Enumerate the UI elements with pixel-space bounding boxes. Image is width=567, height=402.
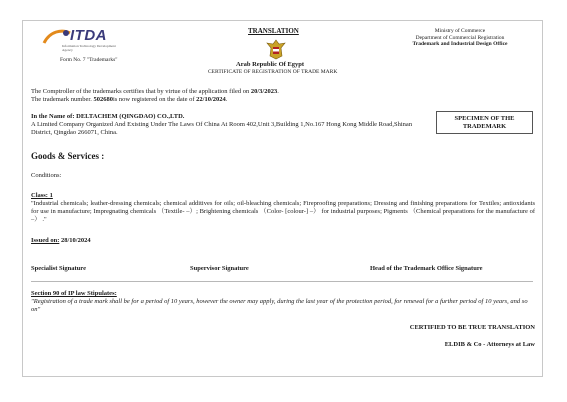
- comptroller-statement: [31, 88, 279, 96]
- text: .: [225, 96, 228, 103]
- ministry-block: [380, 28, 540, 48]
- issued-label: Issued on:: [31, 237, 60, 244]
- head-signature: Head of the Trademark Office Signature: [370, 265, 483, 272]
- law-firm: ELDIB & Co - Attorneys at Law: [444, 341, 535, 348]
- section-heading: Section 90 of IP law Stipulates:: [31, 290, 117, 297]
- ministry-line: Department of Commercial Registration: [415, 34, 505, 41]
- form-number: Form No. 7 "Trademarks": [60, 57, 118, 63]
- itda-logo: [42, 27, 130, 61]
- ministry-line: Ministry of Commerce: [434, 28, 486, 34]
- section-text: "Registration of a trade mark shall be for a period of 10 years, however the owner may apply, during the last year of the protection period, for renewal for a further period of 10 years, and so on": [31, 298, 528, 313]
- issued-date: 28/10/2024: [59, 237, 91, 244]
- supervisor-signature: Supervisor Signature: [190, 265, 249, 272]
- certified-translation: CERTIFIED TO BE TRUE TRANSLATION: [409, 324, 535, 331]
- certificate-title: CERTIFICATE OF REGISTRATION OF TRADE MARK: [208, 69, 338, 75]
- logo-subtext: Information Technology Development Agency: [62, 44, 116, 52]
- specialist-signature: Specialist Signature: [31, 265, 86, 272]
- logo-text: ITDA: [70, 27, 107, 44]
- divider: [31, 281, 533, 282]
- trademark-number: 502680: [93, 96, 113, 103]
- country-name: Arab Republic Of Egypt: [236, 61, 305, 68]
- filed-date: 20/3/2023: [250, 88, 278, 95]
- eagle-emblem-icon: [266, 38, 286, 60]
- issued-on: [31, 237, 91, 245]
- text: .: [277, 88, 279, 95]
- specimen-box: SPECIMEN OF THE TRADEMARK: [436, 111, 533, 134]
- text: The Comptroller of the trademarks certifies that by virtue of the application filed on: [31, 88, 251, 95]
- ministry-line: Trademark and Industrial Design Office: [412, 41, 508, 47]
- text: The trademark number.: [31, 96, 94, 103]
- goods-services-heading: Goods & Services :: [31, 151, 105, 161]
- owner-name: In the Name of: DELTACHEM (QINGDAO) CO.,LTD.: [31, 113, 185, 120]
- text: is now registered on the date of: [112, 96, 197, 103]
- trademark-number-statement: [31, 96, 227, 104]
- conditions-label: Conditions:: [31, 172, 62, 179]
- translation-heading: TRANSLATION: [248, 27, 299, 35]
- class-description: "Industrial chemicals; leather-dressing chemicals; chemical additives for oils; oil-bleaching chemicals; Fireproofing preparations; Dressing and finishing preparations for Textiles; antioxidants for use in manufacture; Impregnating chemicals （Textile- –）; Brightening chemicals （Color- [colour-] –） for industrial purposes; Pigments （Chemical preparations for the manufacture of –） .": [31, 200, 535, 223]
- class-heading: Class: 1: [31, 192, 53, 199]
- registration-date: 22/10/2024: [196, 96, 226, 103]
- owner-address: A Limited Company Organized And Existing Under The Laws Of China At Room 402,Unit 3,Building 1,No.167 Hong Kong Middle Road,Shinan District, Qingdao 266071, China.: [31, 121, 413, 136]
